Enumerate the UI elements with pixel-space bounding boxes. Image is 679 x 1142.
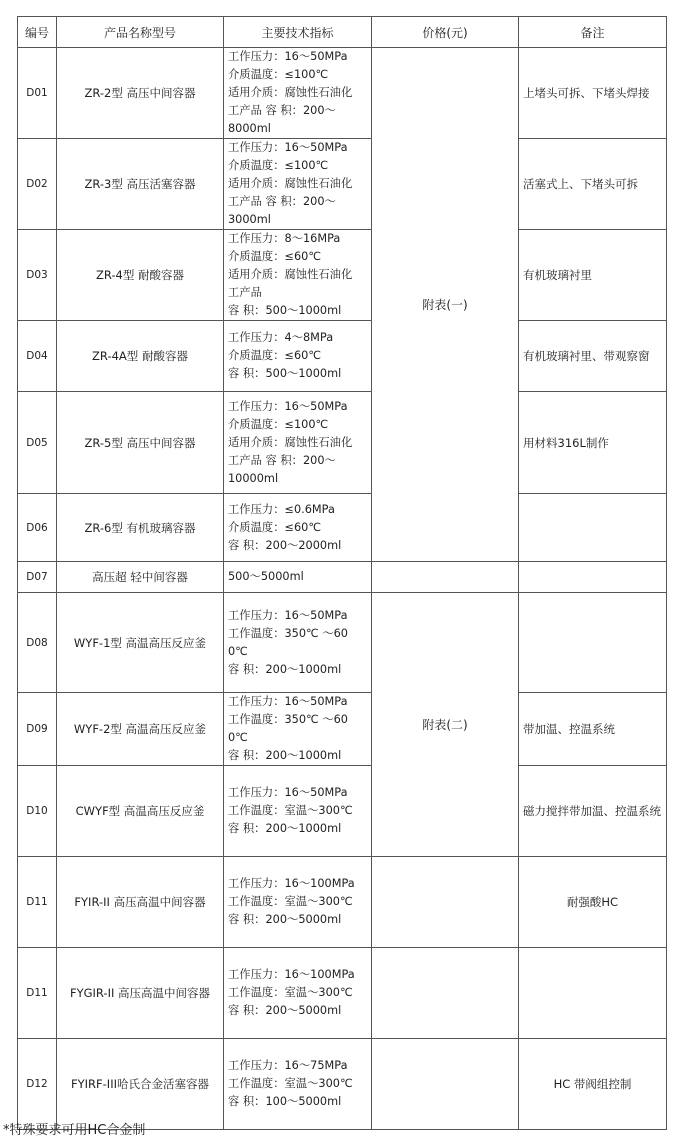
- price-empty: [372, 562, 519, 593]
- row-product-name: ZR-5型 高压中间容器: [57, 392, 224, 494]
- row-remark: 活塞式上、下堵头可拆: [519, 139, 667, 230]
- spec-line: 8000ml: [228, 122, 271, 135]
- header-code: 编号: [18, 17, 57, 48]
- row-product-name: FYGIR-II 高压高温中间容器: [57, 948, 224, 1039]
- row-code: D08: [18, 593, 57, 693]
- spec-line: 工产品 容 积：200～: [228, 104, 336, 117]
- header-product-name: 产品名称型号: [57, 17, 224, 48]
- table-row: [18, 562, 667, 593]
- spec-line: 工产品 容 积：200～: [228, 453, 336, 467]
- header-main-specs: 主要技术指标: [224, 17, 372, 48]
- row-remark: 有机玻璃衬里: [519, 230, 667, 321]
- spec-line: 适用介质：腐蚀性石油化: [228, 268, 353, 281]
- spec-line: 适用介质：腐蚀性石油化: [228, 435, 353, 449]
- spec-line: 工作温度：室温～300℃: [228, 986, 353, 999]
- spec-line: 介质温度：≤100℃: [228, 159, 329, 172]
- row-specs: [224, 392, 372, 494]
- row-product-name: FYIR-II 高压高温中间容器: [57, 857, 224, 948]
- spec-line: 500～5000ml: [228, 570, 304, 583]
- row-remark: 带加温、控温系统: [519, 693, 667, 766]
- spec-line: 容 积：100～5000ml: [228, 1095, 342, 1108]
- row-specs: [224, 139, 372, 230]
- row-remark: 耐强酸HC: [519, 857, 667, 948]
- header-price: 价格(元): [372, 17, 519, 48]
- row-code: D02: [18, 139, 57, 230]
- row-remark: [519, 494, 667, 562]
- row-code: D05: [18, 392, 57, 494]
- table-row: [18, 392, 667, 494]
- row-remark: HC 带阀组控制: [519, 1039, 667, 1130]
- spec-line: 工作压力：16～100MPa: [228, 968, 355, 981]
- spec-line: 容 积：200～2000ml: [228, 538, 342, 552]
- spec-line: 介质温度：≤60℃: [228, 349, 322, 362]
- price-empty: [372, 948, 519, 1039]
- table-row: [18, 321, 667, 392]
- spec-line: 工作压力：16～50MPa: [228, 399, 348, 413]
- table-row: [18, 693, 667, 766]
- table-row: [18, 139, 667, 230]
- row-code: D11: [18, 948, 57, 1039]
- table-row: [18, 1039, 667, 1130]
- row-product-name: ZR-4型 耐酸容器: [57, 230, 224, 321]
- row-specs: [224, 494, 372, 562]
- row-code: D03: [18, 230, 57, 321]
- spec-line: 工作温度：350℃ ～600℃: [228, 713, 348, 744]
- spec-line: 工产品 容 积：200～: [228, 195, 336, 208]
- spec-line: 工作压力：4～8MPa: [228, 331, 334, 344]
- spec-line: 容 积：200～1000ml: [228, 662, 342, 676]
- price-group-1: 附表(一): [372, 48, 519, 562]
- spec-line: 工作压力：16～50MPa: [228, 608, 348, 622]
- spec-line: 工作温度：室温～300℃: [228, 1077, 353, 1090]
- spec-line: 工作温度：室温～300℃: [228, 804, 353, 817]
- table-row: [18, 494, 667, 562]
- price-empty: [372, 857, 519, 948]
- row-specs: [224, 948, 372, 1039]
- row-code: D01: [18, 48, 57, 139]
- table-row: [18, 230, 667, 321]
- header-remarks: 备注: [519, 17, 667, 48]
- spec-line: 适用介质：腐蚀性石油化: [228, 86, 353, 99]
- row-product-name: CWYF型 高温高压反应釜: [57, 766, 224, 857]
- row-specs: [224, 857, 372, 948]
- row-product-name: WYF-1型 高温高压反应釜: [57, 593, 224, 693]
- row-specs: [224, 766, 372, 857]
- row-specs: [224, 562, 372, 593]
- spec-line: 工作压力：16～50MPa: [228, 695, 348, 708]
- row-code: D07: [18, 562, 57, 593]
- spec-line: 容 积：200～5000ml: [228, 1004, 342, 1017]
- spec-line: 容 积：200～5000ml: [228, 913, 342, 926]
- spec-line: 工作压力：16～50MPa: [228, 50, 348, 63]
- row-remark: [519, 948, 667, 1039]
- row-remark: 有机玻璃衬里、带观察窗: [519, 321, 667, 392]
- row-product-name: 高压超 轻中间容器: [57, 562, 224, 593]
- footnote: *特殊要求可用HC合金制: [3, 1123, 146, 1138]
- spec-line: 工作压力：16～75MPa: [228, 1059, 348, 1072]
- row-code: D04: [18, 321, 57, 392]
- spec-line: 介质温度：≤100℃: [228, 417, 329, 431]
- row-product-name: WYF-2型 高温高压反应釜: [57, 693, 224, 766]
- spec-line: 容 积：500～1000ml: [228, 304, 342, 317]
- product-spec-table: [17, 16, 667, 1130]
- table-row: [18, 593, 667, 693]
- spec-line: 工作压力：≤0.6MPa: [228, 502, 335, 516]
- row-specs: [224, 693, 372, 766]
- price-group-2: 附表(二): [372, 593, 519, 857]
- table-row: [18, 948, 667, 1039]
- row-specs: [224, 48, 372, 139]
- row-remark: [519, 562, 667, 593]
- spec-line: 工作温度：室温～300℃: [228, 895, 353, 908]
- row-code: D09: [18, 693, 57, 766]
- spec-line: 介质温度：≤60℃: [228, 250, 322, 263]
- spec-line: 工作温度：350℃ ～600℃: [228, 626, 348, 658]
- row-specs: [224, 321, 372, 392]
- row-code: D11: [18, 857, 57, 948]
- spec-line: 工产品: [228, 286, 262, 299]
- row-product-name: ZR-6型 有机玻璃容器: [57, 494, 224, 562]
- row-remark: 磁力搅拌带加温、控温系统: [519, 766, 667, 857]
- spec-line: 适用介质：腐蚀性石油化: [228, 177, 353, 190]
- table-row: [18, 857, 667, 948]
- row-specs: [224, 593, 372, 693]
- price-empty: [372, 1039, 519, 1130]
- spec-line: 容 积：200～1000ml: [228, 749, 342, 762]
- table-row: [18, 48, 667, 139]
- row-remark: 上堵头可拆、下堵头焊接: [519, 48, 667, 139]
- row-specs: [224, 1039, 372, 1130]
- row-code: D10: [18, 766, 57, 857]
- spec-line: 10000ml: [228, 471, 279, 485]
- spec-line: 工作压力：16～50MPa: [228, 786, 348, 799]
- spec-line: 工作压力：8～16MPa: [228, 232, 341, 245]
- row-remark: 用材料316L制作: [519, 392, 667, 494]
- row-product-name: ZR-3型 高压活塞容器: [57, 139, 224, 230]
- spec-line: 容 积：500～1000ml: [228, 367, 342, 380]
- spec-line: 3000ml: [228, 213, 271, 226]
- row-code: D12: [18, 1039, 57, 1130]
- table-header-row: [18, 17, 667, 48]
- row-product-name: ZR-2型 高压中间容器: [57, 48, 224, 139]
- spec-line: 容 积：200～1000ml: [228, 822, 342, 835]
- spec-line: 工作压力：16～100MPa: [228, 877, 355, 890]
- row-product-name: FYIRF-III哈氏合金活塞容器: [57, 1039, 224, 1130]
- row-specs: [224, 230, 372, 321]
- table-row: [18, 766, 667, 857]
- spec-line: 介质温度：≤100℃: [228, 68, 329, 81]
- spec-line: 介质温度：≤60℃: [228, 520, 322, 534]
- spec-line: 工作压力：16～50MPa: [228, 141, 348, 154]
- row-remark: [519, 593, 667, 693]
- row-code: D06: [18, 494, 57, 562]
- row-product-name: ZR-4A型 耐酸容器: [57, 321, 224, 392]
